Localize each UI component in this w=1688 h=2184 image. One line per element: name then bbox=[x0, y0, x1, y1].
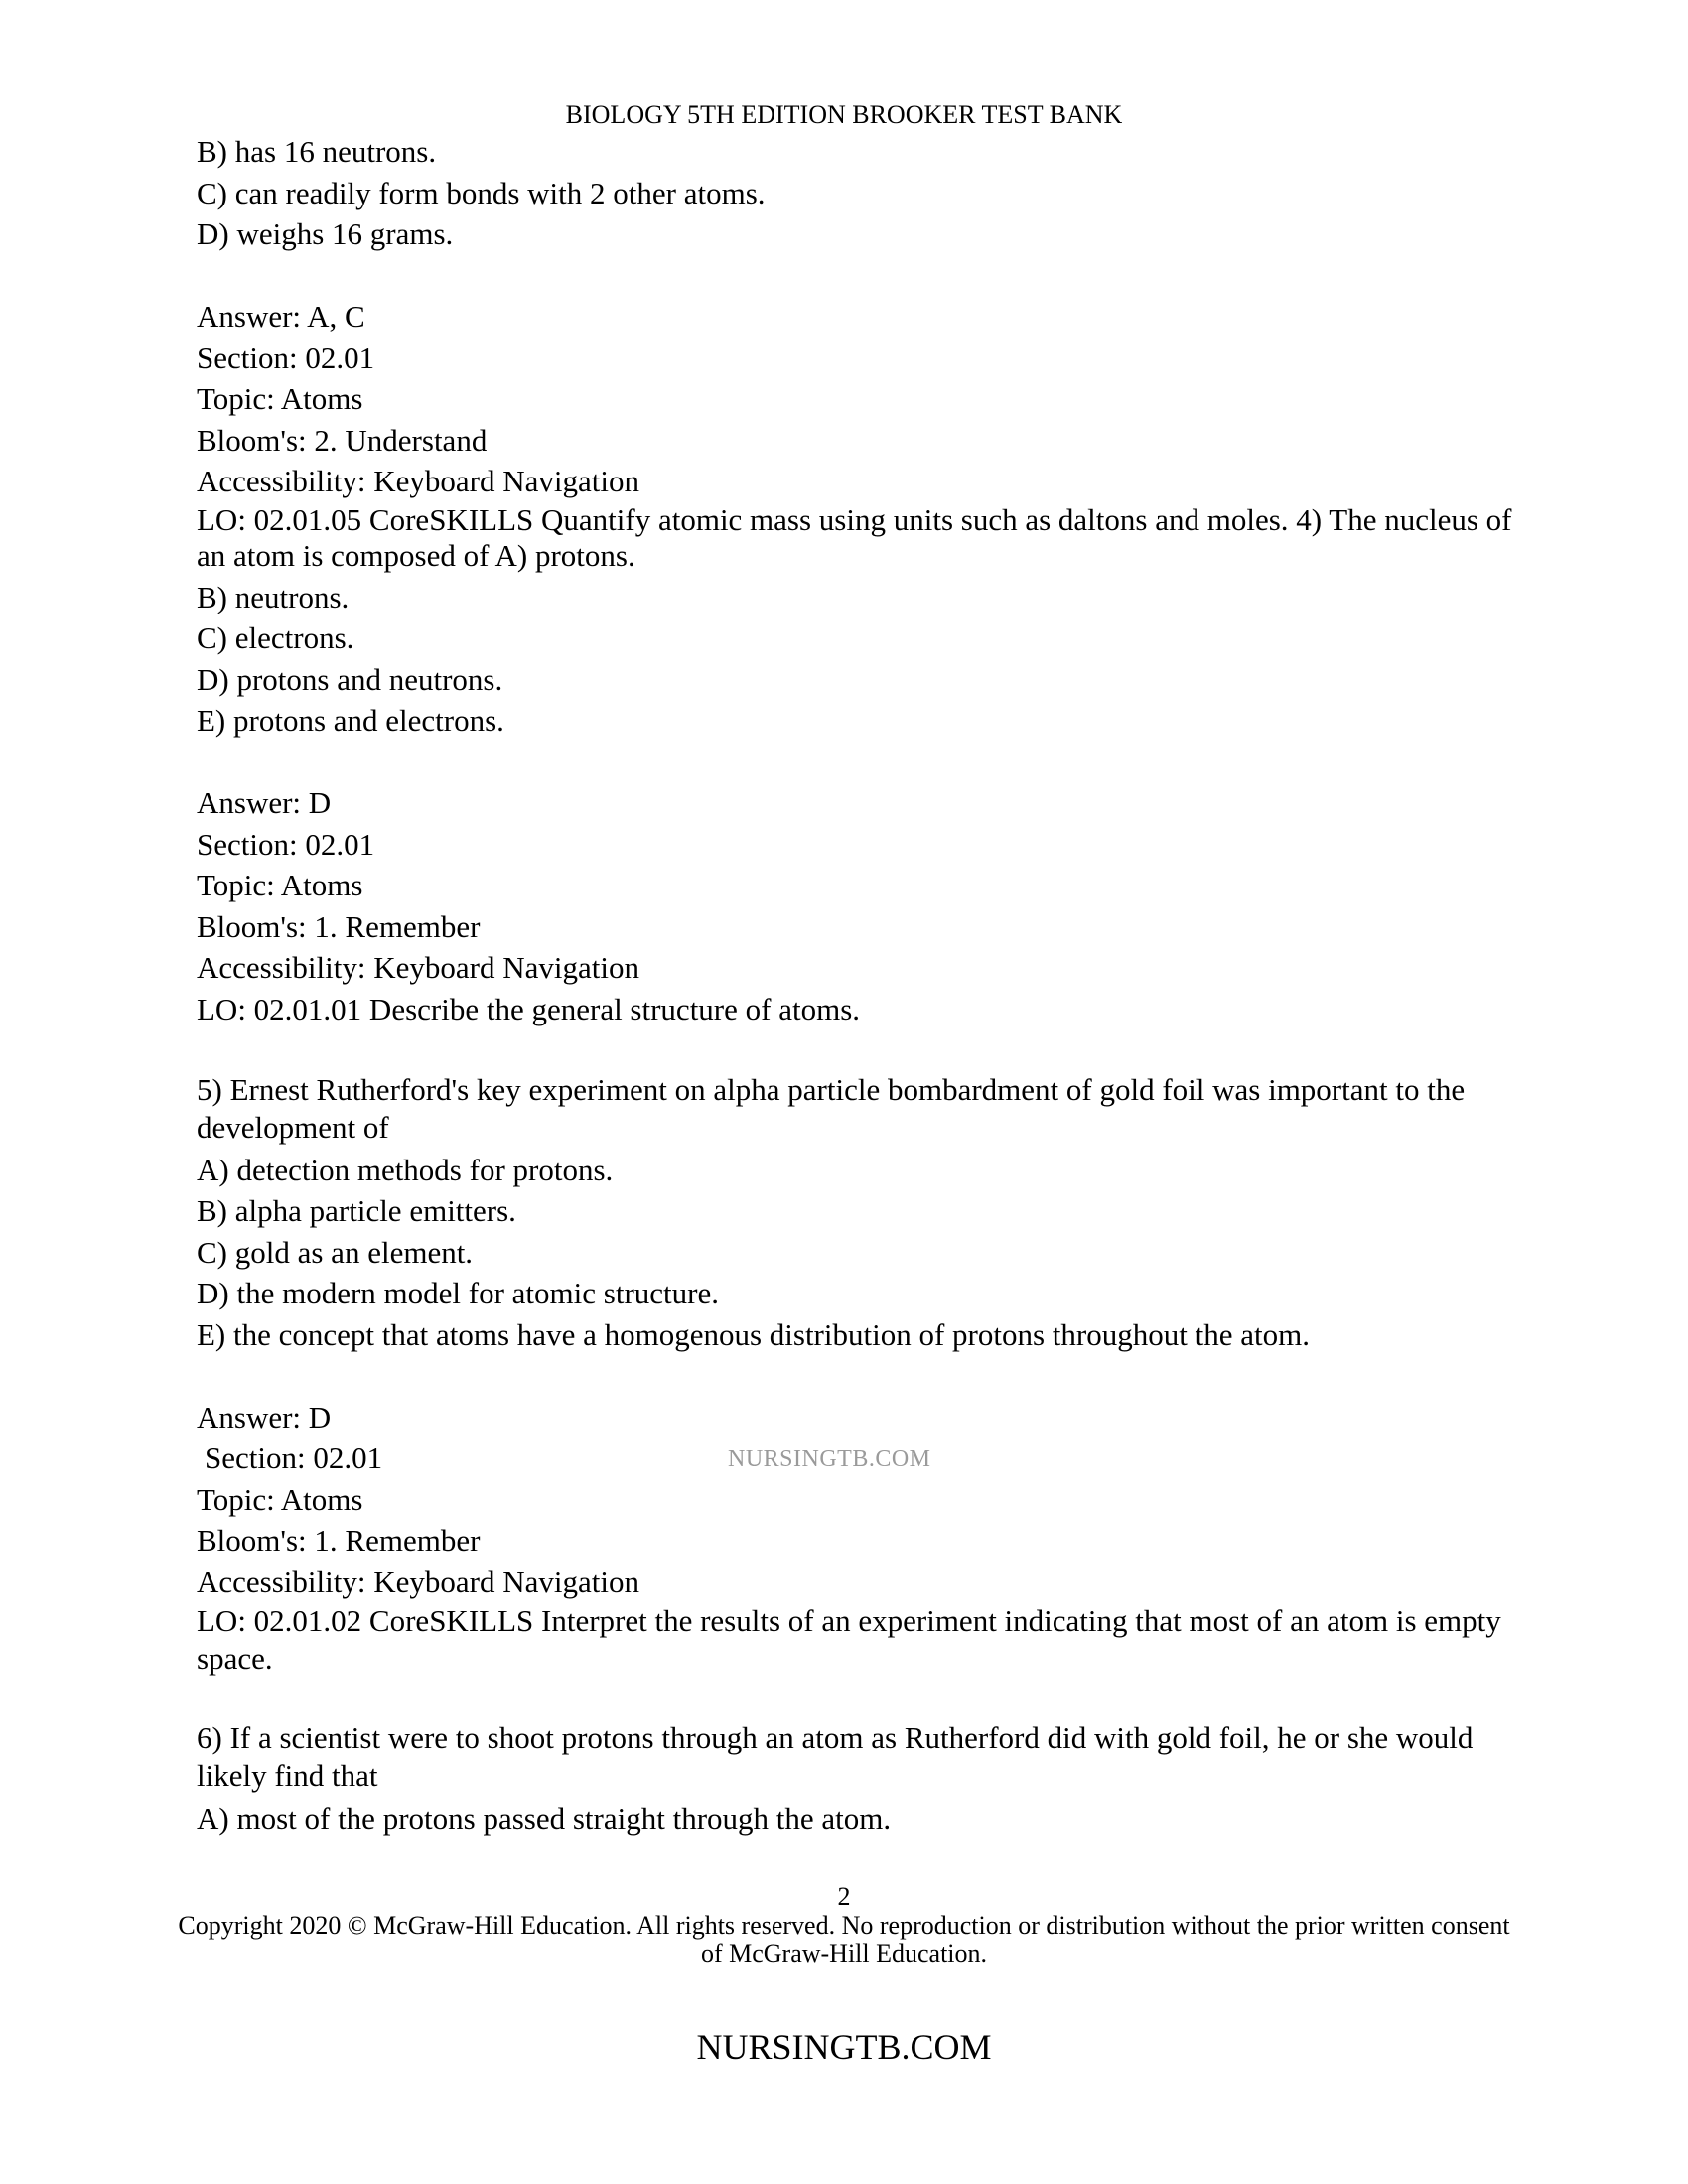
answer-line: Answer: D bbox=[197, 1399, 332, 1434]
question-text: 5) Ernest Rutherford's key experiment on alpha particle bombardment of gold foil was important to the development of bbox=[197, 1071, 1466, 1145]
option-line: D) the modern model for atomic structure. bbox=[197, 1276, 719, 1310]
option-line: C) can readily form bonds with 2 other atoms. bbox=[197, 175, 766, 210]
topic-line: Topic: Atoms bbox=[197, 868, 363, 902]
accessibility-line: Accessibility: Keyboard Navigation bbox=[197, 464, 639, 498]
lo-line: LO: 02.01.01 Describe the general structure of atoms. bbox=[197, 991, 861, 1026]
option-line: B) has 16 neutrons. bbox=[197, 134, 437, 169]
page-number: 2 bbox=[837, 1882, 851, 1911]
option-line: A) detection methods for protons. bbox=[197, 1152, 614, 1187]
option-line: B) neutrons. bbox=[197, 579, 350, 614]
page-header: BIOLOGY 5TH EDITION BROOKER TEST BANK bbox=[565, 100, 1123, 129]
lo-line: LO: 02.01.05 CoreSKILLS Quantify atomic mass using units such as daltons and moles. 4) The nucleus of an atom is composed of A) protons. bbox=[197, 501, 1512, 573]
blooms-line: Bloom's: 1. Remember bbox=[197, 908, 481, 944]
option-line: A) most of the protons passed straight through the atom. bbox=[197, 1800, 892, 1836]
blooms-line: Bloom's: 1. Remember bbox=[197, 1523, 481, 1558]
answer-line: Answer: A, C bbox=[197, 299, 365, 334]
section-line: Section: 02.01 bbox=[197, 340, 375, 375]
option-line: C) gold as an element. bbox=[197, 1234, 474, 1270]
topic-line: Topic: Atoms bbox=[197, 381, 363, 416]
accessibility-line: Accessibility: Keyboard Navigation bbox=[197, 1564, 639, 1599]
question-text: 6) If a scientist were to shoot protons through an atom as Rutherford did with gold foil, he or she would likely find that bbox=[197, 1719, 1474, 1793]
copyright-notice: Copyright 2020 © McGraw-Hill Education. All rights reserved. No reproduction or distribution without the prior written consent of McGraw-Hill Education. bbox=[178, 1911, 1510, 1968]
topic-line: Topic: Atoms bbox=[197, 1481, 363, 1517]
blooms-line: Bloom's: 2. Understand bbox=[197, 422, 488, 458]
document-body bbox=[197, 131, 1517, 1839]
option-line: E) the concept that atoms have a homogenous distribution of protons throughout the atom. bbox=[197, 1316, 1310, 1352]
watermark-text: NURSINGTB.COM bbox=[728, 1446, 931, 1472]
section-line: Section: 02.01 bbox=[197, 826, 375, 862]
accessibility-line: Accessibility: Keyboard Navigation bbox=[197, 950, 639, 985]
lo-line: LO: 02.01.02 CoreSKILLS Interpret the results of an experiment indicating that most of an atom is empty space. bbox=[197, 1603, 1501, 1676]
option-line: E) protons and electrons. bbox=[197, 703, 504, 738]
footer-site-name: NURSINGTB.COM bbox=[696, 2027, 992, 2067]
option-line: D) weighs 16 grams. bbox=[197, 216, 454, 251]
option-line: D) protons and neutrons. bbox=[197, 661, 503, 697]
answer-line: Answer: D bbox=[197, 785, 332, 820]
option-line: C) electrons. bbox=[197, 620, 354, 655]
option-line: B) alpha particle emitters. bbox=[197, 1193, 516, 1228]
section-row bbox=[197, 1437, 1517, 1479]
section-line: Section: 02.01 bbox=[205, 1440, 383, 1475]
